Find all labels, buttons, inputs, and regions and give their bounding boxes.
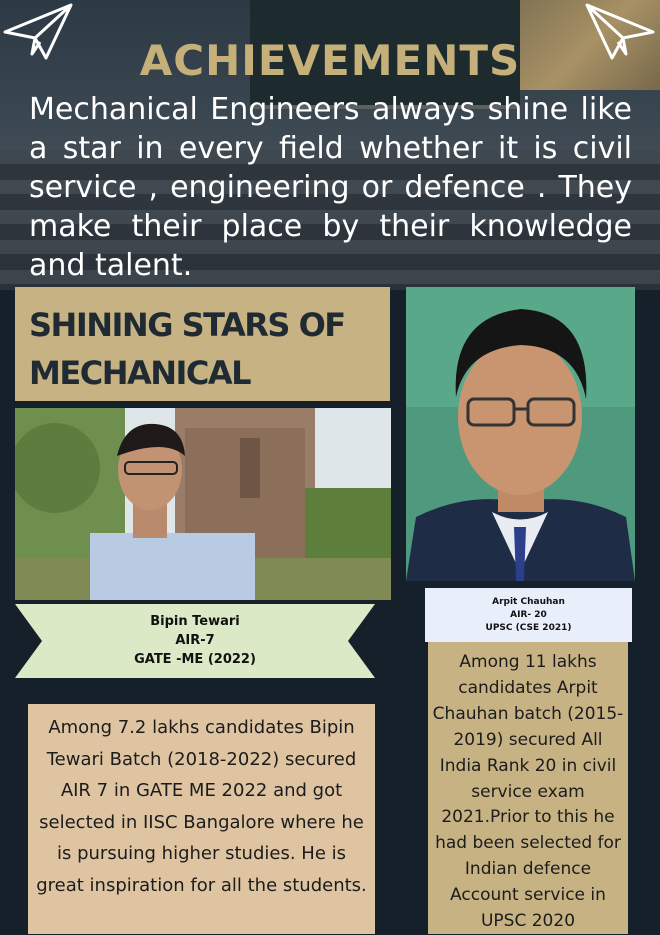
section-title-box — [15, 287, 390, 401]
arpit-chauhan-photo — [406, 287, 635, 581]
section-title — [29, 301, 384, 397]
arpit-name-label — [425, 588, 632, 642]
arpit-description-box — [428, 642, 628, 934]
page-heading: ACHIEVEMENTS — [139, 36, 521, 85]
arpit-description: Among 11 lakhs candidates Arpit Chauhan batch (2015-2019) secured All India Rank 20 in civil service exam 2021.Prior to this he had been selected for Indian defence Account service in UPSC 2020 — [432, 652, 624, 932]
bipin-tewari-photo — [15, 408, 391, 600]
bipin-name-banner-text — [15, 612, 375, 669]
bipin-name: Bipin Tewari — [150, 614, 240, 629]
section-title-line1: SHINING STARS OF — [29, 306, 345, 344]
arpit-rank: AIR- 20 — [510, 610, 547, 620]
bipin-description: Among 7.2 lakhs candidates Bipin Tewari Batch (2018-2022) secured AIR 7 in GATE ME 2022 and got selected in IISC Bangalore where he is pursuing higher studies. He is great inspiration for all the students. — [36, 717, 367, 896]
bipin-exam: GATE -ME (2022) — [134, 652, 256, 667]
intro-paragraph: Mechanical Engineers always shine like a star in every field whether it is civil service , engineering or defence . They make their place by their knowledge and talent. — [29, 92, 632, 283]
arpit-name-label-text — [425, 596, 632, 635]
bipin-description-box — [28, 704, 375, 934]
arpit-exam: UPSC (CSE 2021) — [485, 623, 572, 633]
section-title-line2: MECHANICAL — [29, 354, 251, 392]
bipin-rank: AIR-7 — [175, 633, 215, 648]
bipin-name-banner — [15, 604, 375, 678]
arpit-name: Arpit Chauhan — [492, 597, 565, 607]
